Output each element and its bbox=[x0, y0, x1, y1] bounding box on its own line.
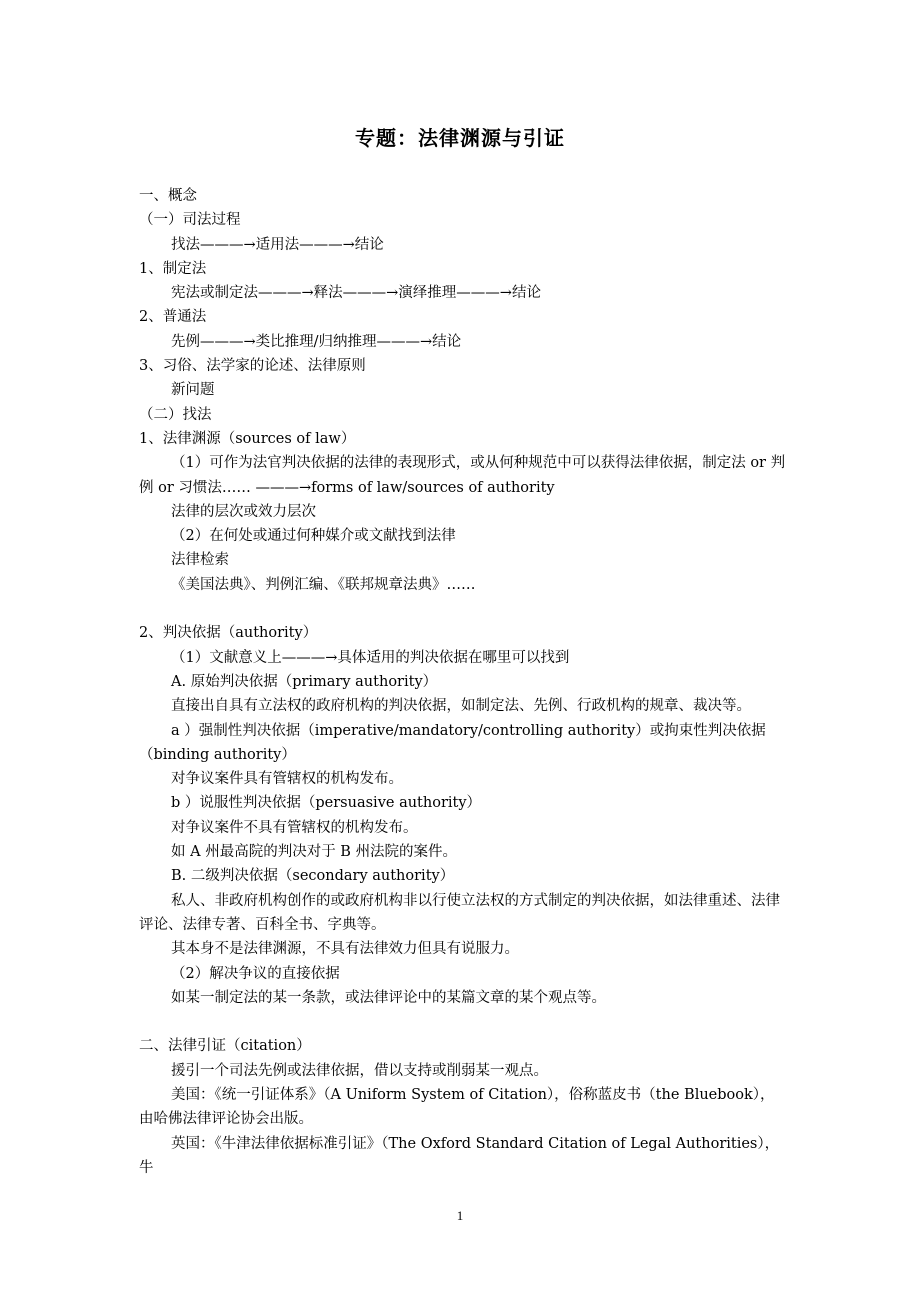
body-line: B. 二级判决依据（secondary authority） bbox=[171, 868, 455, 885]
body-line: 找法———→适用法———→结论 bbox=[171, 236, 384, 253]
page-title: 专题：法律渊源与引证 bbox=[355, 126, 565, 150]
body-line: 如某一制定法的某一条款，或法律评论中的某篇文章的某个观点等。 bbox=[171, 989, 606, 1006]
paragraph: （1）可作为法官判决依据的法律的表现形式，或从何种规范中可以获得法律依据，制定法 or 判例 or 习惯法…… ———→forms of law/sources of authority bbox=[139, 455, 786, 496]
paragraph: 私人、非政府机构创作的或政府机构非以行使立法权的方式制定的判决依据，如法律重述、法律评论、法律专著、百科全书、字典等。 bbox=[139, 892, 780, 933]
section-heading: （二）找法 bbox=[139, 406, 212, 423]
paragraph: 直接出自具有立法权的政府机构的判决依据，如制定法、先例、行政机构的规章、裁决等。 bbox=[171, 698, 751, 715]
body-line: （1）文献意义上———→具体适用的判决依据在哪里可以找到 bbox=[171, 649, 570, 666]
body-line: 先例———→类比推理/归纳推理———→结论 bbox=[171, 333, 462, 350]
section-heading: （一）司法过程 bbox=[139, 212, 241, 229]
section-heading: 2、判决依据（authority） bbox=[139, 625, 318, 642]
body-line: 如 A 州最高院的判决对于 B 州法院的案件。 bbox=[171, 844, 458, 861]
blank-line bbox=[139, 597, 789, 621]
section-heading: 3、习俗、法学家的论述、法律原则 bbox=[139, 358, 366, 375]
body-line: 其本身不是法律渊源，不具有法律效力但具有说服力。 bbox=[171, 941, 519, 958]
section-heading: 1、制定法 bbox=[139, 260, 207, 277]
body-line: 《美国法典》、判例汇编、《联邦规章法典》…… bbox=[171, 576, 476, 593]
paragraph: 美国：《统一引证体系》（A Uniform System of Citation），俗称蓝皮书（the Bluebook），由哈佛法律评论协会出版。 bbox=[139, 1086, 775, 1128]
section-heading: 一、概念 bbox=[139, 188, 197, 204]
body-line: 法律检索 bbox=[171, 552, 229, 569]
document-body bbox=[139, 184, 789, 1180]
paragraph: 英国：《牛津法律依据标准引证》（The Oxford Standard Citation of Legal Authorities），牛 bbox=[139, 1135, 780, 1176]
blank-line bbox=[139, 1010, 789, 1034]
body-line: A. 原始判决依据（primary authority） bbox=[171, 673, 438, 690]
body-line: 新问题 bbox=[171, 382, 215, 399]
body-line: 对争议案件具有管辖权的机构发布。 bbox=[171, 771, 403, 788]
body-line: 援引一个司法先例或法律依据，借以支持或削弱某一观点。 bbox=[171, 1062, 548, 1079]
section-heading: 2、普通法 bbox=[139, 309, 207, 326]
section-heading: 二、法律引证（citation） bbox=[139, 1038, 311, 1055]
body-line: （2）解决争议的直接依据 bbox=[171, 965, 340, 982]
body-line: 宪法或制定法———→释法———→演绎推理———→结论 bbox=[171, 285, 541, 302]
body-line: 对争议案件不具有管辖权的机构发布。 bbox=[171, 819, 418, 836]
body-line: 法律的层次或效力层次 bbox=[171, 503, 316, 520]
section-heading: 1、法律渊源（sources of law） bbox=[139, 430, 356, 447]
body-line: （2）在何处或通过何种媒介或文献找到法律 bbox=[171, 528, 456, 545]
paragraph: a ）强制性判决依据（imperative/mandatory/controlling authority）或拘束性判决依据（binding authority） bbox=[139, 722, 766, 763]
page-number: 1 bbox=[456, 1208, 464, 1223]
body-line: b ）说服性判决依据（persuasive authority） bbox=[171, 795, 482, 812]
